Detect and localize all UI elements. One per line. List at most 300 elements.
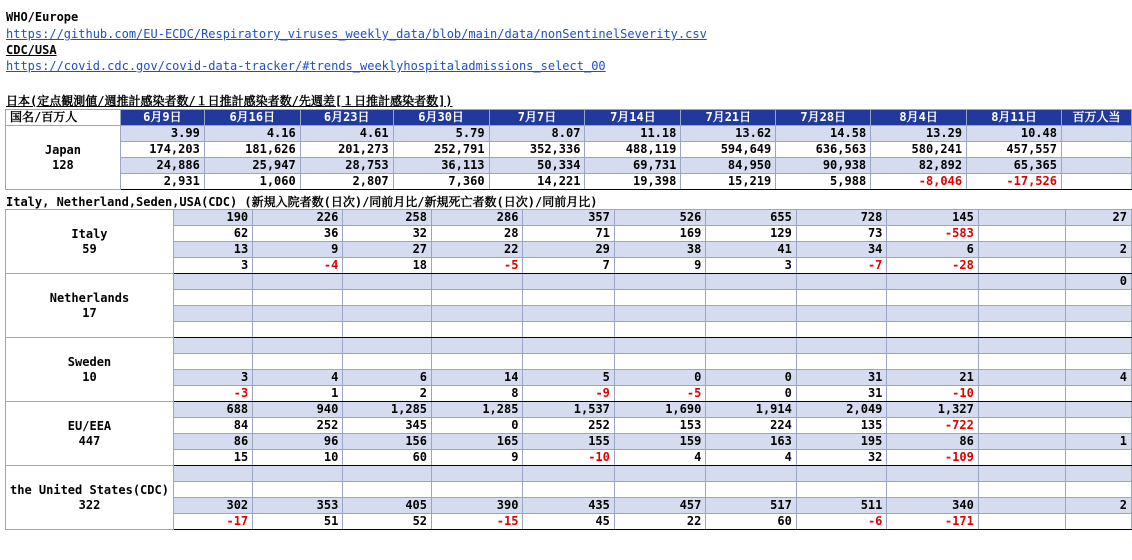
data-cell: 29: [523, 242, 614, 258]
data-cell: 13.62: [681, 126, 776, 142]
country-cell: [6, 274, 174, 338]
data-cell: 2: [1066, 242, 1132, 258]
data-cell: [1066, 258, 1132, 274]
data-cell: 31: [796, 386, 887, 402]
data-cell: [614, 306, 705, 322]
data-cell: [173, 322, 252, 338]
data-cell: 4.16: [204, 126, 300, 142]
data-cell: [1066, 418, 1132, 434]
data-cell: -10: [887, 386, 978, 402]
data-cell: [432, 306, 523, 322]
data-cell: [1066, 322, 1132, 338]
data-cell: 71: [523, 226, 614, 242]
data-cell: 3: [173, 258, 252, 274]
data-cell: [173, 290, 252, 306]
country-name: Japan: [44, 142, 81, 157]
data-cell: 181,626: [204, 142, 300, 158]
data-cell: [796, 482, 887, 498]
data-cell: 28,753: [300, 158, 393, 174]
data-cell: 1,537: [523, 402, 614, 418]
data-cell: 69,731: [585, 158, 681, 174]
table-row: [6, 158, 1132, 174]
data-cell: [706, 322, 797, 338]
data-cell: 7: [523, 258, 614, 274]
data-cell: [523, 322, 614, 338]
data-cell: 1,285: [343, 402, 432, 418]
table-row: [6, 338, 1132, 354]
data-cell: -5: [614, 386, 705, 402]
data-cell: 3: [173, 370, 252, 386]
data-cell: 65,365: [967, 158, 1062, 174]
data-cell: [614, 338, 705, 354]
data-cell: [978, 290, 1065, 306]
country-name: Netherlands: [49, 290, 130, 305]
table-row: [6, 210, 1132, 226]
data-cell: [432, 274, 523, 290]
data-cell: 435: [523, 498, 614, 514]
data-cell: [343, 482, 432, 498]
data-cell: 24,886: [120, 158, 204, 174]
data-cell: [706, 338, 797, 354]
data-cell: 195: [796, 434, 887, 450]
data-cell: -5: [432, 258, 523, 274]
date-column-header: 8月4日: [871, 110, 967, 126]
data-cell: 286: [432, 210, 523, 226]
data-cell: 32: [343, 226, 432, 242]
data-cell: 21: [887, 370, 978, 386]
data-cell: 340: [887, 498, 978, 514]
japan-table: [5, 109, 1132, 190]
data-cell: 457,557: [967, 142, 1062, 158]
data-cell: 6: [343, 370, 432, 386]
who-data-link[interactable]: https://github.com/EU-ECDC/Respiratory_viruses_weekly_data/blob/main/data/nonSentinelSeverity.csv: [6, 27, 707, 41]
data-cell: 4.61: [300, 126, 393, 142]
country-cell: [6, 466, 174, 530]
who-label: WHO/Europe: [6, 10, 79, 24]
country-column-header: 国名/百万人: [6, 110, 121, 126]
data-cell: 594,649: [681, 142, 776, 158]
data-cell: 728: [796, 210, 887, 226]
data-cell: 156: [343, 434, 432, 450]
data-cell: 14.58: [776, 126, 871, 142]
data-cell: 201,273: [300, 142, 393, 158]
countries-section-title: Italy, Netherland,Seden,USA(CDC) (新規入院者数(日次)/同前月比/新規死亡者数(日次)/同前月比): [6, 195, 598, 209]
data-cell: [1066, 402, 1132, 418]
data-cell: [523, 466, 614, 482]
data-cell: -583: [887, 226, 978, 242]
data-cell: 96: [253, 434, 343, 450]
data-cell: [523, 354, 614, 370]
data-cell: 1: [253, 386, 343, 402]
data-cell: [978, 434, 1065, 450]
country-population: 447: [78, 433, 101, 448]
data-cell: 36,113: [393, 158, 489, 174]
country-population: 10: [82, 369, 97, 384]
table-row: [6, 258, 1132, 274]
data-cell: 14: [432, 370, 523, 386]
data-cell: 0: [706, 370, 797, 386]
data-cell: 163: [706, 434, 797, 450]
data-cell: [1066, 450, 1132, 466]
data-cell: [523, 338, 614, 354]
data-cell: 27: [343, 242, 432, 258]
table-row: [6, 354, 1132, 370]
data-cell: [432, 354, 523, 370]
data-cell: [978, 482, 1065, 498]
data-cell: [614, 482, 705, 498]
data-cell: 2,931: [120, 174, 204, 190]
data-cell: [887, 290, 978, 306]
data-cell: 252: [253, 418, 343, 434]
data-cell: 169: [614, 226, 705, 242]
data-cell: 252,791: [393, 142, 489, 158]
country-name: Italy: [71, 226, 108, 241]
data-cell: [253, 482, 343, 498]
data-cell: 165: [432, 434, 523, 450]
data-cell: 258: [343, 210, 432, 226]
data-cell: [887, 322, 978, 338]
data-cell: 90,938: [776, 158, 871, 174]
data-cell: 0: [706, 386, 797, 402]
table-row: [6, 514, 1132, 530]
data-cell: [1066, 514, 1132, 530]
data-cell: 60: [706, 514, 797, 530]
data-cell: 511: [796, 498, 887, 514]
data-cell: 10.48: [967, 126, 1062, 142]
data-cell: [1066, 482, 1132, 498]
japan-section-title: 日本(定点観測値/週推計感染者数/１日推計感染者数/先週差[１日推計感染者数]): [6, 94, 453, 108]
column-header-row: [6, 110, 1132, 126]
data-cell: -4: [253, 258, 343, 274]
data-cell: [523, 482, 614, 498]
table-row: [6, 242, 1132, 258]
data-cell: -6: [796, 514, 887, 530]
data-cell: 1,060: [204, 174, 300, 190]
country-cell: [6, 402, 174, 466]
data-cell: 32: [796, 450, 887, 466]
data-cell: [796, 338, 887, 354]
data-cell: [614, 274, 705, 290]
data-cell: [432, 322, 523, 338]
data-cell: [1066, 290, 1132, 306]
data-cell: 10: [253, 450, 343, 466]
data-cell: [614, 466, 705, 482]
data-cell: [523, 306, 614, 322]
data-cell: [796, 354, 887, 370]
date-column-header: 6月23日: [300, 110, 393, 126]
data-cell: 1,285: [432, 402, 523, 418]
country-cell: [6, 210, 174, 274]
data-cell: -17: [173, 514, 252, 530]
table-row: [6, 142, 1132, 158]
data-cell: -3: [173, 386, 252, 402]
data-cell: 11.18: [585, 126, 681, 142]
data-cell: [978, 386, 1065, 402]
table-row: [6, 386, 1132, 402]
data-cell: 145: [887, 210, 978, 226]
data-cell: [1066, 226, 1132, 242]
date-column-header: 7月28日: [776, 110, 871, 126]
data-cell: 345: [343, 418, 432, 434]
data-cell: -10: [523, 450, 614, 466]
data-cell: 353: [253, 498, 343, 514]
data-cell: 526: [614, 210, 705, 226]
table-row: [6, 450, 1132, 466]
data-cell: [978, 210, 1065, 226]
table-row: [6, 126, 1132, 142]
data-cell: [978, 242, 1065, 258]
country-population: 128: [52, 157, 74, 172]
data-cell: 129: [706, 226, 797, 242]
data-cell: 34: [796, 242, 887, 258]
data-cell: 4: [706, 450, 797, 466]
data-cell: [253, 322, 343, 338]
data-cell: 5.79: [393, 126, 489, 142]
data-cell: 8.07: [489, 126, 585, 142]
data-cell: [978, 258, 1065, 274]
data-cell: [173, 306, 252, 322]
data-cell: 1,327: [887, 402, 978, 418]
country-name: the United States(CDC): [10, 482, 169, 497]
data-cell: 174,203: [120, 142, 204, 158]
data-cell: 2: [1066, 498, 1132, 514]
data-cell: 84: [173, 418, 252, 434]
data-cell: [432, 466, 523, 482]
data-cell: [614, 322, 705, 338]
data-cell: 9: [614, 258, 705, 274]
data-cell: 27: [1066, 210, 1132, 226]
data-cell: 226: [253, 210, 343, 226]
data-cell: [706, 482, 797, 498]
data-cell: 1: [1066, 434, 1132, 450]
data-cell: 1,914: [706, 402, 797, 418]
table-row: [6, 306, 1132, 322]
data-cell: [1066, 338, 1132, 354]
data-cell: -722: [887, 418, 978, 434]
country-cell: [6, 338, 174, 402]
data-cell: [978, 338, 1065, 354]
data-cell: [887, 466, 978, 482]
data-cell: [1061, 174, 1131, 190]
data-cell: 82,892: [871, 158, 967, 174]
data-cell: [706, 354, 797, 370]
data-cell: 22: [614, 514, 705, 530]
data-cell: [343, 274, 432, 290]
countries-table: [5, 209, 1132, 530]
data-cell: [978, 418, 1065, 434]
data-cell: [1061, 126, 1131, 142]
data-cell: 60: [343, 450, 432, 466]
data-cell: [253, 290, 343, 306]
data-cell: 4: [1066, 370, 1132, 386]
data-cell: 62: [173, 226, 252, 242]
data-cell: 45: [523, 514, 614, 530]
data-cell: [343, 322, 432, 338]
data-cell: [796, 306, 887, 322]
data-cell: 636,563: [776, 142, 871, 158]
data-cell: -8,046: [871, 174, 967, 190]
data-cell: -9: [523, 386, 614, 402]
data-cell: 9: [253, 242, 343, 258]
data-cell: 159: [614, 434, 705, 450]
data-cell: [432, 338, 523, 354]
data-cell: 73: [796, 226, 887, 242]
data-cell: 5,988: [776, 174, 871, 190]
data-cell: 940: [253, 402, 343, 418]
data-cell: 15: [173, 450, 252, 466]
data-cell: 84,950: [681, 158, 776, 174]
data-cell: 0: [432, 418, 523, 434]
country-population: 17: [82, 305, 97, 320]
data-cell: [796, 466, 887, 482]
data-cell: 357: [523, 210, 614, 226]
table-row: [6, 274, 1132, 290]
country-cell: [6, 126, 121, 190]
data-cell: 135: [796, 418, 887, 434]
data-cell: [706, 290, 797, 306]
data-cell: 0: [1066, 274, 1132, 290]
data-cell: 655: [706, 210, 797, 226]
data-cell: 4: [614, 450, 705, 466]
data-cell: [1061, 142, 1131, 158]
data-cell: [253, 274, 343, 290]
cdc-data-link[interactable]: https://covid.cdc.gov/covid-data-tracker/#trends_weeklyhospitaladmissions_select_00: [6, 59, 606, 73]
data-cell: [343, 466, 432, 482]
data-cell: 51: [253, 514, 343, 530]
data-cell: 31: [796, 370, 887, 386]
data-cell: 153: [614, 418, 705, 434]
data-cell: 52: [343, 514, 432, 530]
data-cell: -109: [887, 450, 978, 466]
data-cell: [173, 274, 252, 290]
data-cell: [978, 306, 1065, 322]
data-cell: [978, 514, 1065, 530]
data-cell: -28: [887, 258, 978, 274]
data-cell: [887, 306, 978, 322]
data-cell: -7: [796, 258, 887, 274]
table-row: [6, 418, 1132, 434]
data-cell: 3: [706, 258, 797, 274]
data-cell: [253, 354, 343, 370]
data-cell: [253, 466, 343, 482]
data-cell: 41: [706, 242, 797, 258]
data-cell: [978, 322, 1065, 338]
data-cell: [523, 274, 614, 290]
data-cell: [978, 354, 1065, 370]
date-column-header: 8月11日: [967, 110, 1062, 126]
date-column-header: 7月7日: [489, 110, 585, 126]
data-cell: [523, 290, 614, 306]
data-cell: 8: [432, 386, 523, 402]
data-cell: [614, 290, 705, 306]
country-name: Sweden: [67, 354, 112, 369]
data-cell: 86: [173, 434, 252, 450]
data-cell: 252: [523, 418, 614, 434]
data-cell: [253, 306, 343, 322]
date-column-header: 6月9日: [120, 110, 204, 126]
data-cell: [706, 466, 797, 482]
data-cell: 50,334: [489, 158, 585, 174]
data-cell: [1061, 158, 1131, 174]
data-cell: 5: [523, 370, 614, 386]
table-row: [6, 226, 1132, 242]
data-cell: [432, 290, 523, 306]
data-cell: 86: [887, 434, 978, 450]
data-cell: 15,219: [681, 174, 776, 190]
data-cell: -17,526: [967, 174, 1062, 190]
date-column-header: 7月21日: [681, 110, 776, 126]
data-cell: [343, 354, 432, 370]
data-cell: 0: [614, 370, 705, 386]
data-cell: 13.29: [871, 126, 967, 142]
table-row: [6, 322, 1132, 338]
data-cell: [706, 306, 797, 322]
data-cell: [978, 466, 1065, 482]
data-cell: [978, 370, 1065, 386]
data-cell: 1,690: [614, 402, 705, 418]
data-cell: [1066, 354, 1132, 370]
data-cell: 457: [614, 498, 705, 514]
table-row: [6, 290, 1132, 306]
data-cell: 14,221: [489, 174, 585, 190]
data-cell: 9: [432, 450, 523, 466]
data-cell: 2: [343, 386, 432, 402]
data-cell: 224: [706, 418, 797, 434]
country-population: 59: [82, 241, 97, 256]
data-cell: [978, 498, 1065, 514]
data-cell: [978, 226, 1065, 242]
data-cell: 302: [173, 498, 252, 514]
data-cell: 580,241: [871, 142, 967, 158]
data-cell: 190: [173, 210, 252, 226]
data-cell: [253, 338, 343, 354]
data-cell: [343, 306, 432, 322]
date-column-header: 6月16日: [204, 110, 300, 126]
table-row: [6, 434, 1132, 450]
data-cell: 155: [523, 434, 614, 450]
table-row: [6, 466, 1132, 482]
data-cell: 2,807: [300, 174, 393, 190]
data-cell: [343, 338, 432, 354]
data-cell: [887, 338, 978, 354]
data-cell: [173, 354, 252, 370]
data-cell: 2,049: [796, 402, 887, 418]
data-cell: 7,360: [393, 174, 489, 190]
data-cell: [978, 402, 1065, 418]
data-cell: 688: [173, 402, 252, 418]
data-cell: 405: [343, 498, 432, 514]
data-cell: 19,398: [585, 174, 681, 190]
data-cell: [1066, 386, 1132, 402]
data-cell: 18: [343, 258, 432, 274]
data-cell: [432, 482, 523, 498]
data-cell: -171: [887, 514, 978, 530]
data-cell: [796, 322, 887, 338]
data-cell: 28: [432, 226, 523, 242]
data-cell: 4: [253, 370, 343, 386]
data-cell: [796, 274, 887, 290]
data-cell: 517: [706, 498, 797, 514]
cdc-label: CDC/USA: [6, 43, 57, 57]
data-cell: [978, 274, 1065, 290]
data-cell: 22: [432, 242, 523, 258]
table-row: [6, 482, 1132, 498]
data-cell: 390: [432, 498, 523, 514]
data-cell: [614, 354, 705, 370]
data-cell: [887, 482, 978, 498]
data-cell: [1066, 466, 1132, 482]
data-cell: 25,947: [204, 158, 300, 174]
